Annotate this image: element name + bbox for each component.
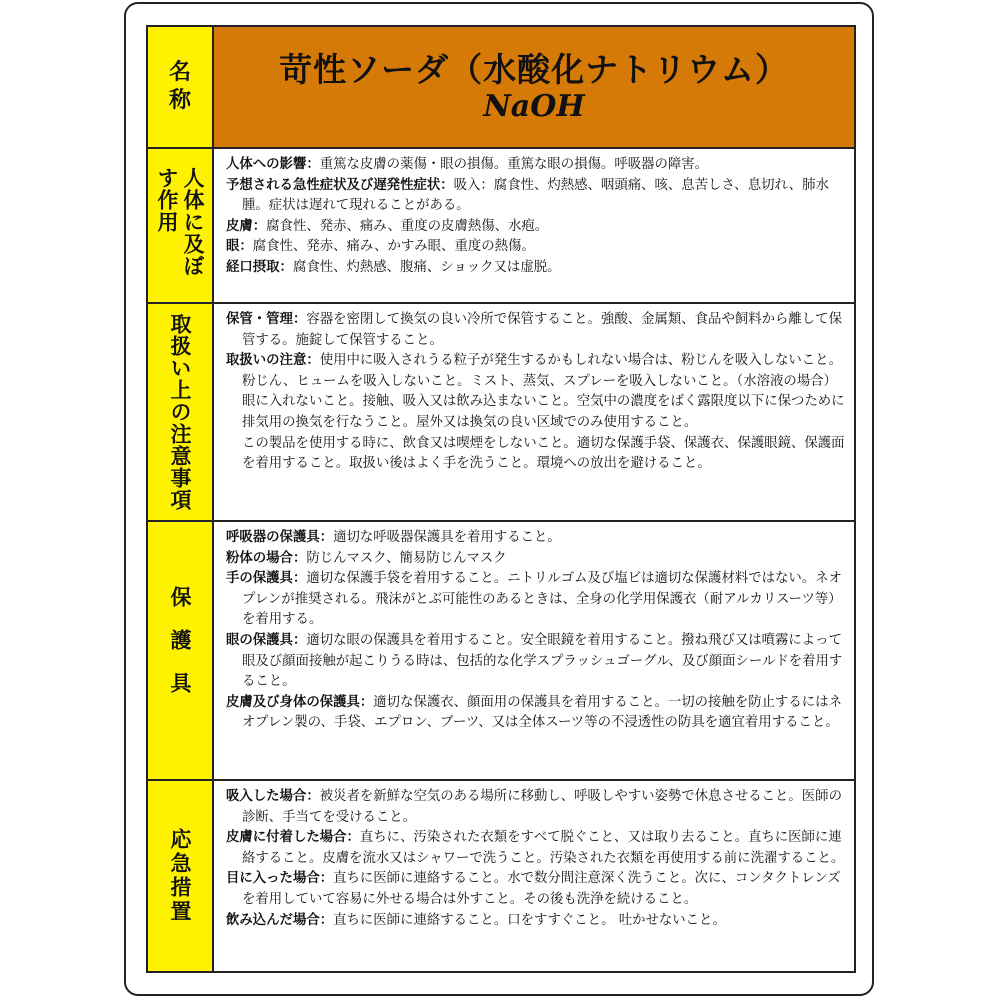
section-content bbox=[214, 522, 854, 779]
item-key: 呼吸器の保護具： bbox=[226, 530, 334, 545]
item-key: 手の保護具： bbox=[226, 571, 307, 587]
item-text: 直ちに医師に連絡すること。水で数分間注意深く洗うこと。次に、コンタクトレンズを着用していて容易に外せる場合は外すこと。その後も洗浄を続けること。 bbox=[242, 871, 841, 907]
section-health-effects bbox=[148, 147, 854, 302]
item-key: 皮膚及び身体の保護具： bbox=[226, 694, 374, 710]
item-text: 直ちに医師に連絡すること。口をすすぐこと。 吐かせないこと。 bbox=[333, 912, 726, 928]
item-key: 取扱いの注意： bbox=[226, 353, 320, 369]
item-text: 吸入：腐食性、灼熱感、咽頭痛、咳、息苦しさ、息切れ、肺水腫。症状は遅れて現れることがある。 bbox=[242, 177, 829, 214]
section-protective-equipment bbox=[148, 520, 854, 779]
item-key: 人体への影響： bbox=[226, 157, 320, 172]
item-text: 被災者を新鮮な空気のある場所に移動し、呼吸しやすい姿勢で休息させること。医師の診断、手当てを受けること。 bbox=[242, 789, 842, 825]
item-text: 適切な保護手袋を着用すること。ニトリルゴム及び塩ビは適切な保護材料ではない。ネオプレンが推奨される。飛沫がとぶ可能性のあるときは、全身の化学用保護衣（耐アルカリスーツ等）を着用する。 bbox=[242, 571, 842, 628]
title-cell bbox=[214, 27, 854, 147]
list-item bbox=[226, 693, 846, 734]
item-key: 目に入った場合： bbox=[226, 871, 334, 887]
chemical-name: 苛性ソーダ（水酸化ナトリウム） bbox=[279, 50, 789, 89]
list-item bbox=[226, 631, 846, 693]
chemical-formula: NaOH bbox=[483, 89, 585, 124]
list-item bbox=[226, 549, 846, 570]
section-content bbox=[214, 149, 854, 302]
item-key: 予想される急性症状及び遅発性症状： bbox=[226, 177, 454, 193]
list-item bbox=[226, 217, 846, 238]
item-key: 飲み込んだ場合： bbox=[226, 912, 334, 928]
item-text: この製品を使用する時に、飲食又は喫煙をしないこと。適切な保護手袋、保護衣、保護眼鏡、保護面を着用すること。取扱い後はよく手を洗うこと。環境への放出を避けること。 bbox=[242, 435, 845, 472]
section-label-cell bbox=[148, 149, 214, 302]
section-label: 保護具 bbox=[168, 586, 192, 715]
list-item bbox=[226, 787, 846, 828]
section-label-cell bbox=[148, 781, 214, 971]
list-item bbox=[226, 155, 846, 176]
item-text: 腐食性、発赤、痛み、重度の皮膚熱傷、水疱。 bbox=[266, 218, 549, 234]
list-item bbox=[226, 434, 846, 475]
item-key: 皮膚に付着した場合： bbox=[226, 830, 360, 846]
item-text: 重篤な皮膚の薬傷・眼の損傷。重篤な眼の損傷。呼吸器の障害。 bbox=[319, 157, 709, 172]
item-key: 経口摂取： bbox=[226, 259, 293, 275]
item-key: 眼： bbox=[226, 239, 253, 255]
item-text: 使用中に吸入されうる粒子が発生するかもしれない場合は、粉じんを吸入しないこと。粉じん、ヒュームを吸入しないこと。ミスト、蒸気、スプレーを吸入しないこと。（水溶液の場合）眼に入れないこと。接触、吸入又は飲み込まないこと。空気中の濃度をばく露限度以下に保つために排気用の換気を行なうこと。屋外又は換気の良い区域でのみ使用すること。 bbox=[242, 353, 845, 430]
name-label: 名称 bbox=[168, 60, 191, 113]
section-label-cell bbox=[148, 522, 214, 779]
list-item bbox=[226, 869, 846, 910]
item-key: 吸入した場合： bbox=[226, 789, 320, 804]
item-key: 眼の保護具： bbox=[226, 632, 307, 648]
item-text: 防じんマスク、簡易防じんマスク bbox=[306, 550, 507, 566]
list-item bbox=[226, 310, 846, 351]
list-item bbox=[226, 911, 846, 932]
name-row bbox=[148, 27, 854, 147]
list-item bbox=[226, 176, 846, 217]
section-label-cell bbox=[148, 304, 214, 520]
section-handling-precautions bbox=[148, 302, 854, 520]
item-text: 適切な保護衣、顔面用の保護具を着用すること。一切の接触を防止するにはネオプレン製の、手袋、エプロン、ブーツ、又は全体スーツ等の不浸透性の防具を適宜着用すること。 bbox=[242, 694, 842, 731]
item-text: 腐食性、灼熱感、腹痛、ショック又は虚脱。 bbox=[292, 259, 561, 275]
item-text: 容器を密閉して換気の良い冷所で保管すること。強酸、金属類、食品や飼料から離して保管する。施錠して保管すること。 bbox=[242, 312, 842, 348]
list-item bbox=[226, 828, 846, 869]
msds-board bbox=[146, 25, 856, 973]
list-item bbox=[226, 528, 846, 549]
list-item bbox=[226, 258, 846, 279]
item-key: 保管・管理： bbox=[226, 312, 307, 327]
list-item bbox=[226, 569, 846, 631]
item-key: 皮膚： bbox=[226, 218, 267, 234]
section-label: 人体に及ぼす作用 bbox=[155, 166, 205, 277]
item-text: 直ちに、汚染された衣類をすべて脱ぐこと、又は取り去ること。直ちに医師に連絡すること。皮膚を流水又はシャワーで洗うこと。汚染された衣類を再使用する前に洗濯すること。 bbox=[242, 830, 845, 866]
list-item bbox=[226, 351, 846, 433]
section-content bbox=[214, 781, 854, 971]
name-label-cell bbox=[148, 27, 214, 147]
item-text: 腐食性、発赤、痛み、かすみ眼、重度の熱傷。 bbox=[252, 239, 535, 255]
item-key: 粉体の場合： bbox=[226, 550, 307, 566]
section-label: 応急措置 bbox=[168, 828, 192, 924]
item-text: 適切な眼の保護具を着用すること。安全眼鏡を着用すること。撥ね飛び又は噴霧によって眼及び顔面接触が起こりうる時は、包括的な化学スプラッシュゴーグル、及び顔面シールドを着用すること。 bbox=[242, 632, 843, 690]
item-text: 適切な呼吸器保護具を着用すること。 bbox=[333, 530, 561, 545]
section-label: 取扱い上の注意事項 bbox=[168, 313, 192, 511]
section-content bbox=[214, 304, 854, 520]
section-first-aid bbox=[148, 779, 854, 971]
list-item bbox=[226, 237, 846, 258]
